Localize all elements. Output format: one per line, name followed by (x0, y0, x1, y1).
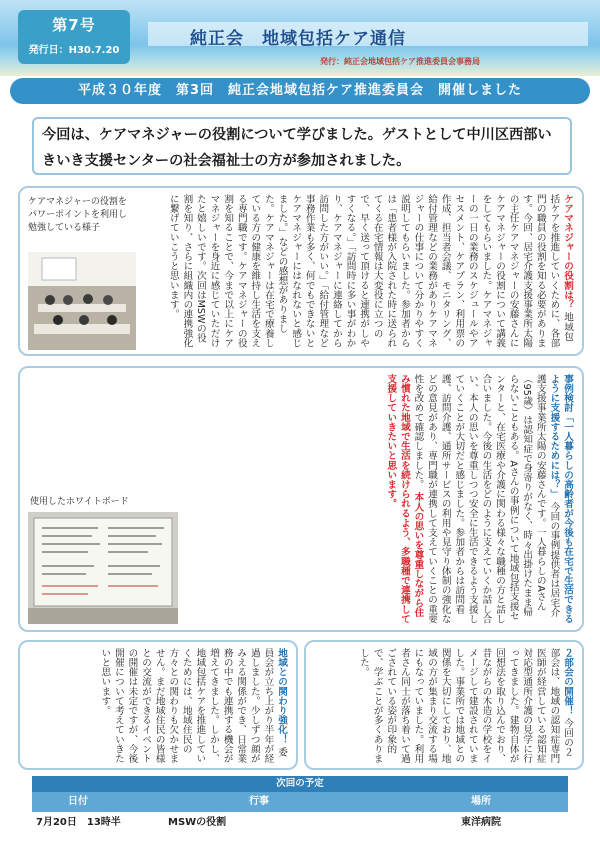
section-case-study-highlight: 本人の思いを尊重しながら住み慣れた地域で生活を続けられるよう、多職種で連携して支援していきたいと思います。 (385, 374, 424, 624)
section-case-study-text (182, 374, 574, 626)
whiteboard-photo (28, 512, 178, 624)
section-care-manager-heading: ケアマネジャーの役割は？ (562, 194, 573, 310)
issue-date: 発行日：H30.7.20 (28, 45, 120, 56)
section-care-manager-body: 地域包括ケアを推進していくために、各部門の職員の役割を知る必要があります。今回、居宅介護支援事業所太陽の主任ケアマネジャーの安藤さんにケアマネジャーの役割について講義をしてもらいました。ケアマネジャーの一日の業務のスケジュールやアセスメント、ケアプラン、利用票の作成、担当者会議、モニタリング、給付管理などの業務がありケアマネジャーの仕事について分かりやすく説明してもらいました。参加者からは「患者様が入院された時に送られてくる在宅情報は大変役に立つので、早く送って頂けると連携がしやすくなる。」「訪問時に多い事がわかり、ケアマネジャーに連絡してから訪問した方がいい。」「給付管理など事務作業も多く、何でもできないとケアマネジャーにはなれないと感じました。」などの感想がありました。ケアマネジャーは在宅で療養している方の健康を維持し生活を支える専門職です。ケアマネジャーの役割を知ることで、今まで以上にケアマネジャーを身近に感じていただけたと嬉しいです。次回はMSWの役割を知り、さらに組織内の連携強化に繋げていこうと思います。 (167, 194, 573, 348)
schedule-header-event: 行事 (249, 796, 269, 807)
schedule-place: 東洋病院 (461, 817, 501, 828)
photo1-caption: ケアマネジャーの役割をパワーポイントを利用し勉強している様子 (28, 197, 128, 233)
newsletter-title: 純正会 地域包括ケア通信 (190, 29, 406, 49)
section-subcommittee (304, 640, 584, 770)
publisher-line: 発行：純正会地域包括ケア推進委員会事務局 (320, 57, 480, 66)
schedule-table (32, 776, 568, 849)
section-case-study-heading: 事例検討「一人暮らしの高齢者が今後も在宅で生活できるように支援するためには？」 (548, 374, 573, 624)
section-care-manager-text (144, 194, 574, 350)
schedule-title: 次回の予定 (32, 776, 568, 792)
schedule-header-place: 場所 (471, 796, 491, 807)
schedule-event: MSWの役割 (168, 817, 227, 828)
section-subcommittee-text (312, 648, 574, 766)
section-community-body: 委員会が立ち上がり半年が経過しました。少しずつ顔がみえる関係ができ、日常業務の中でも連携する機会が増えてきました。しかし、地域包括ケアを推進していくためには、地域住民の方々との関わりも欠かせません。まだ地域住民の皆様との交流ができるイベントの開催は未定ですが、今後開催について考えていきたいと思います。 (99, 648, 287, 764)
section-care-manager (18, 186, 584, 356)
section-community (18, 640, 298, 770)
section-subcommittee-heading: ２部会の開催！ (562, 648, 573, 716)
lecture-photo (28, 252, 136, 350)
schedule-header-date: 日付 (68, 796, 88, 807)
issue-number: 第7号 (52, 16, 96, 34)
section-community-heading: 地域との関わり強化！ (276, 648, 287, 744)
photo2-caption: 使用したホワイトボード (30, 497, 129, 507)
table-row (32, 812, 568, 834)
section-case-study (18, 366, 584, 632)
section-community-text (26, 648, 288, 766)
meeting-banner: 平成３０年度 第3回 純正会地域包括ケア推進委員会 開催しました (10, 78, 590, 104)
lead-text: 今回は、ケアマネジャーの役割について学びました。ゲストとして中川区西部いきいき支援センターの社会福祉士の方が参加されました。 (32, 117, 572, 175)
schedule-header-row (32, 792, 568, 812)
section-case-study-body: 今回の事例提供者は居宅介護支援事業所太陽の安藤さんです。一人暮らしのAさん（95歳）は認知症で身寄りがなく、時々出掛けたまま帰らないこともある。Aさんの事例について地域包括支援センターと、在宅医療や介護に関わる様々な職種の方と話し合いました。今後の生活をどのように支えていくか話し合い、本人の思いを尊重しつつ安全に生活できるよう支援していくことが大切だと感じました。参加者からは訪問看護、訪問介護、通所サービスの利用や見守り体制の強化などの意見があり、専門職が連携して支えていくことの重要性を改めて確認しました。 (412, 374, 560, 624)
schedule-date: 7月20日 13時半 (36, 817, 121, 828)
section-subcommittee-body: 今回の２部会は、地域の認知症専門医師が経営している認知症対応型通所介護の見学に行ってきました。建物自体が回想法を取り込んでおり、昔ながらの木造の学校をイメージして建設されていました。事業所では地域との関係を大切にしており、地域の方が集まり交流する場にもなっていました。利用者さん同士が落ち着いて過ごされている姿が印象的で、学ぶことが多くありました。 (358, 648, 573, 764)
issue-badge (18, 10, 130, 64)
